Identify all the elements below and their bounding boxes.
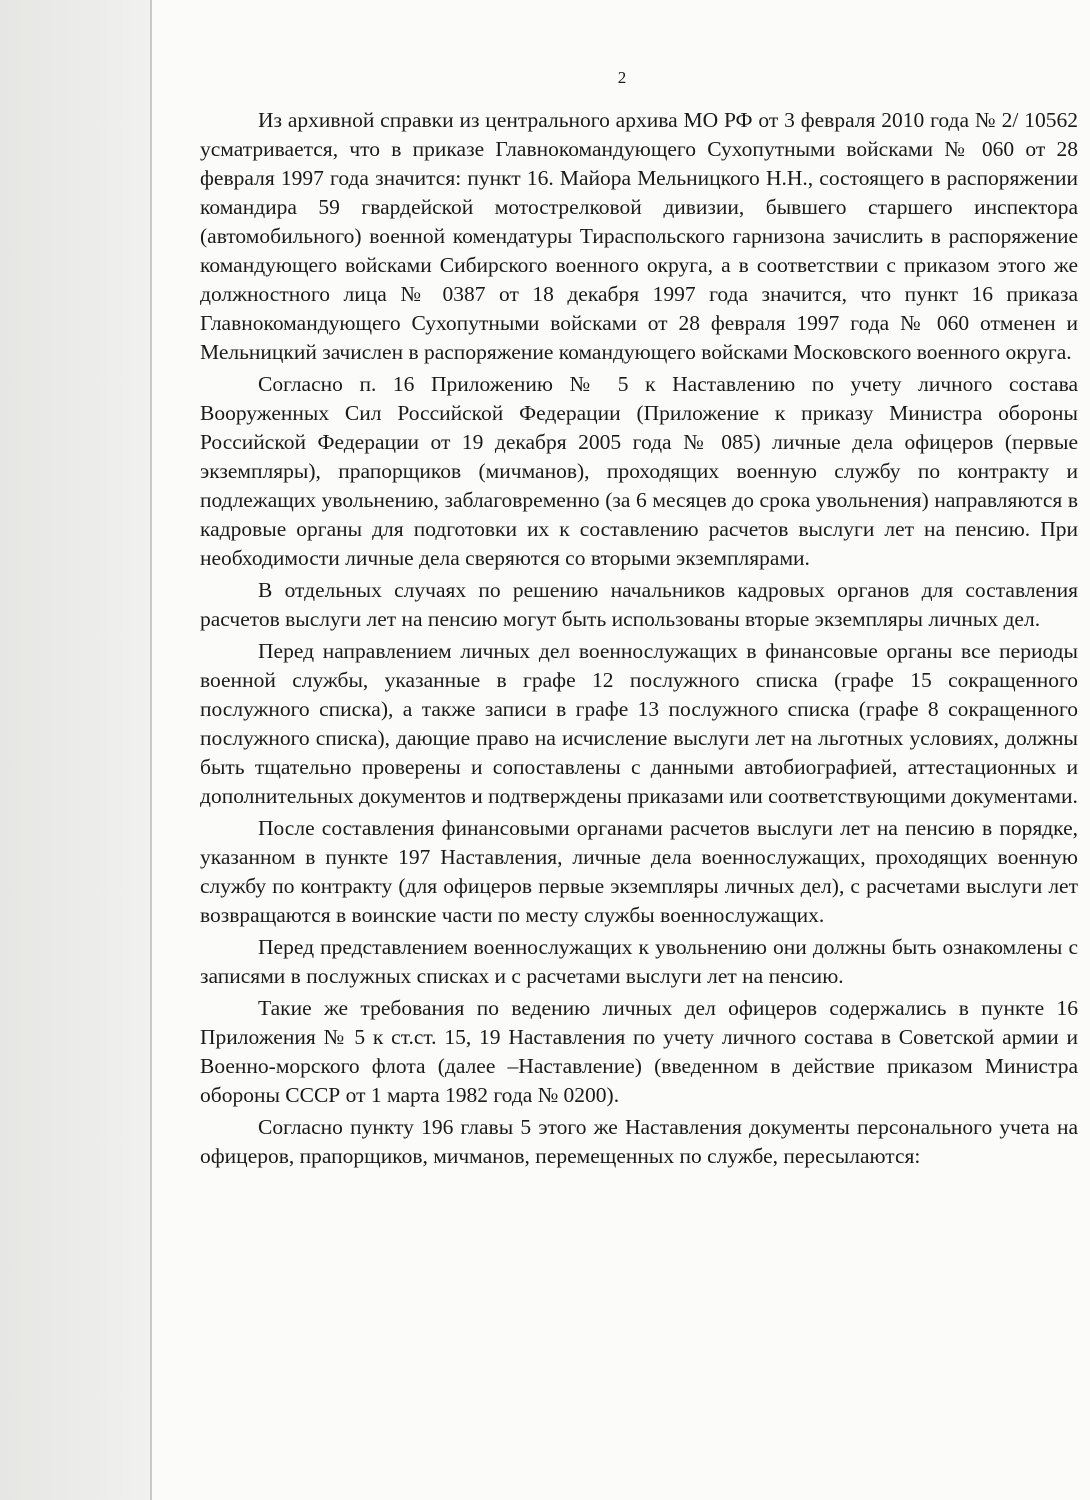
paragraph-5: После составления финансовыми органами расчетов выслуги лет на пенсию в порядке, указанном в пункте 197 Наставления, личные дела военнослужащих, проходящих военную службу по контракту (для офицеров первые экземпляры личных дел), с расчетами выслуги лет возвращаются в воинские части по месту службы военнослужащих. xyxy=(200,816,1078,927)
page-number: 2 xyxy=(617,68,627,87)
paragraph-8: Согласно пункту 196 главы 5 этого же Наставления документы персонального учета на офицеров, прапорщиков, мичманов, перемещенных по службе, пересылаются: xyxy=(200,1115,1078,1168)
paragraph-1: Из архивной справки из центрального архива МО РФ от 3 февраля 2010 года № 2/ 10562 усматривается, что в приказе Главнокомандующего Сухопутными войсками № 060 от 28 февраля 1997 года значится: пункт 16. Майора Мельницкого Н.Н., состоящего в распоряжении командира 59 гвардейской мотострелковой дивизии, бывшего старшего инспектора (автомобильного) военной комендатуры Тираспольского гарнизона зачислить в распоряжение командующего войсками Сибирского военного округа, а в соответствии с приказом этого же должностного лица № 0387 от 18 декабря 1997 года значится, что пункт 16 приказа Главнокомандующего Сухопутными войсками от 28 февраля 1997 года № 060 отменен и Мельницкий зачислен в распоряжение командующего войсками Московского военного округа. xyxy=(200,108,1078,364)
document-body xyxy=(200,106,1078,1174)
paragraph-3: В отдельных случаях по решению начальников кадровых органов для составления расчетов выслуги лет на пенсию могут быть использованы вторые экземпляры личных дел. xyxy=(200,578,1078,631)
paragraph-4: Перед направлением личных дел военнослужащих в финансовые органы все периоды военной службы, указанные в графе 12 послужного списка (графе 15 сокращенного послужного списка), а также записи в графе 13 послужного списка (графе 8 сокращенного послужного списка), дающие право на исчисление выслуги лет на льготных условиях, должны быть тщательно проверены и сопоставлены с данными автобиографией, аттестационных и дополнительных документов и подтверждены приказами или соответствующими документами. xyxy=(200,639,1078,808)
scan-background-left xyxy=(0,0,150,1500)
paragraph-7: Такие же требования по ведению личных дел офицеров содержались в пункте 16 Приложения № 5 к ст.ст. 15, 19 Наставления по учету личного состава в Советской армии и Военно-морского флота (далее –Наставление) (введенном в действие приказом Министра обороны СССР от 1 марта 1982 года № 0200). xyxy=(200,996,1078,1107)
paragraph-2: Согласно п. 16 Приложению № 5 к Наставлению по учету личного состава Вооруженных Сил Российской Федерации (Приложение к приказу Министра обороны Российской Федерации от 19 декабря 2005 года № 085) личные дела офицеров (первые экземпляры), прапорщиков (мичманов), проходящих военную службу по контракту и подлежащих увольнению, заблаговременно (за 6 месяцев до срока увольнения) направляются в кадровые органы для подготовки их к составлению расчетов выслуги лет на пенсию. При необходимости личные дела сверяются со вторыми экземплярами. xyxy=(200,372,1078,570)
paragraph-6: Перед представлением военнослужащих к увольнению они должны быть ознакомлены с записями в послужных списках и с расчетами выслуги лет на пенсию. xyxy=(200,935,1078,988)
document-page xyxy=(152,0,1090,1500)
